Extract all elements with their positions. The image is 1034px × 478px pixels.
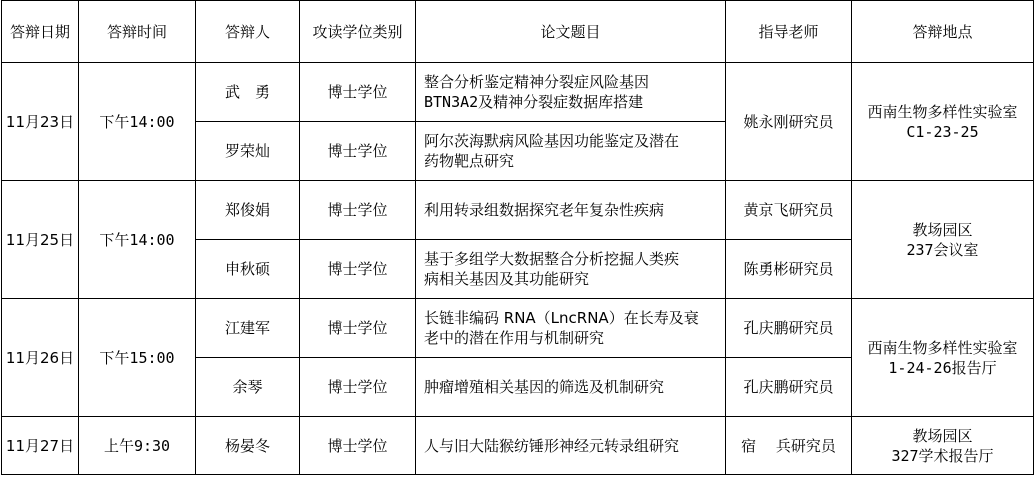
location-line: 教场园区: [912, 220, 973, 239]
date-cell: 11月27日: [2, 417, 79, 475]
thesis-line: 肿瘤增殖相关基因的筛选及机制研究: [424, 378, 665, 396]
thesis-cell: [416, 181, 726, 240]
table-row: [2, 299, 1034, 358]
person-cell: 罗荣灿: [196, 122, 300, 181]
table-row: [2, 417, 1034, 475]
location-line: 西南生物多样性实验室: [867, 338, 1018, 357]
thesis-cell: [416, 240, 726, 299]
thesis-cell: [416, 299, 726, 358]
location-cell: [852, 63, 1034, 181]
advisor-cell: 姚永刚研究员: [726, 63, 852, 181]
header-location: 答辩地点: [852, 1, 1034, 63]
time-cell: 上午9:30: [79, 417, 196, 475]
advisor-cell: 黄京飞研究员: [726, 181, 852, 240]
location-line: 1-24-26报告厅: [888, 358, 997, 377]
table-row: [2, 181, 1034, 240]
degree-cell: 博士学位: [300, 299, 416, 358]
thesis-cell: [416, 63, 726, 122]
person-cell: 杨晏冬: [196, 417, 300, 475]
location-cell: [852, 181, 1034, 299]
header-person: 答辩人: [196, 1, 300, 63]
person-cell: 武 勇: [196, 63, 300, 122]
degree-cell: 博士学位: [300, 122, 416, 181]
advisor-cell: 宿 兵研究员: [726, 417, 852, 475]
thesis-line: 药物靶点研究: [424, 152, 515, 170]
degree-cell: 博士学位: [300, 240, 416, 299]
person-cell: 江建军: [196, 299, 300, 358]
thesis-line: BTN3A2及精神分裂症数据库搭建: [424, 93, 644, 111]
date-cell: 11月25日: [2, 181, 79, 299]
location-line: C1-23-25: [906, 122, 979, 141]
time-cell: 下午14:00: [79, 181, 196, 299]
time-cell: 下午14:00: [79, 63, 196, 181]
person-cell: 申秋硕: [196, 240, 300, 299]
advisor-cell: 孔庆鹏研究员: [726, 358, 852, 417]
thesis-line: 老中的潜在作用与机制研究: [424, 329, 605, 347]
header-time: 答辩时间: [79, 1, 196, 63]
thesis-line: 利用转录组数据探究老年复杂性疾病: [424, 201, 665, 219]
date-cell: 11月26日: [2, 299, 79, 417]
header-date: 答辩日期: [2, 1, 79, 63]
thesis-cell: [416, 122, 726, 181]
header-advisor: 指导老师: [726, 1, 852, 63]
advisor-cell: 孔庆鹏研究员: [726, 299, 852, 358]
time-cell: 下午15:00: [79, 299, 196, 417]
thesis-line: 长链非编码 RNA（LncRNA）在长寿及衰: [424, 309, 699, 327]
degree-cell: 博士学位: [300, 181, 416, 240]
advisor-cell: 陈勇彬研究员: [726, 240, 852, 299]
person-cell: 郑俊娟: [196, 181, 300, 240]
location-line: 教场园区: [912, 426, 973, 445]
thesis-cell: [416, 358, 726, 417]
thesis-line: 人与旧大陆猴纺锤形神经元转录组研究: [424, 436, 680, 455]
header-degree: 攻读学位类别: [300, 1, 416, 63]
date-cell: 11月23日: [2, 63, 79, 181]
defense-schedule-table: [1, 0, 1034, 475]
location-cell: [852, 417, 1034, 475]
header-row: [2, 1, 1034, 63]
location-cell: [852, 299, 1034, 417]
degree-cell: 博士学位: [300, 417, 416, 475]
thesis-line: 阿尔茨海默病风险基因功能鉴定及潜在: [424, 132, 680, 150]
header-thesis: 论文题目: [416, 1, 726, 63]
location-line: 237会议室: [906, 240, 979, 259]
degree-cell: 博士学位: [300, 358, 416, 417]
thesis-line: 整合分析鉴定精神分裂症风险基因: [424, 73, 650, 91]
location-line: 西南生物多样性实验室: [867, 102, 1018, 121]
thesis-cell: [416, 417, 726, 475]
table-row: [2, 63, 1034, 122]
person-cell: 余琴: [196, 358, 300, 417]
thesis-line: 病相关基因及其功能研究: [424, 270, 590, 288]
thesis-line: 基于多组学大数据整合分析挖掘人类疾: [424, 250, 680, 268]
location-line: 327学术报告厅: [891, 446, 994, 465]
degree-cell: 博士学位: [300, 63, 416, 122]
